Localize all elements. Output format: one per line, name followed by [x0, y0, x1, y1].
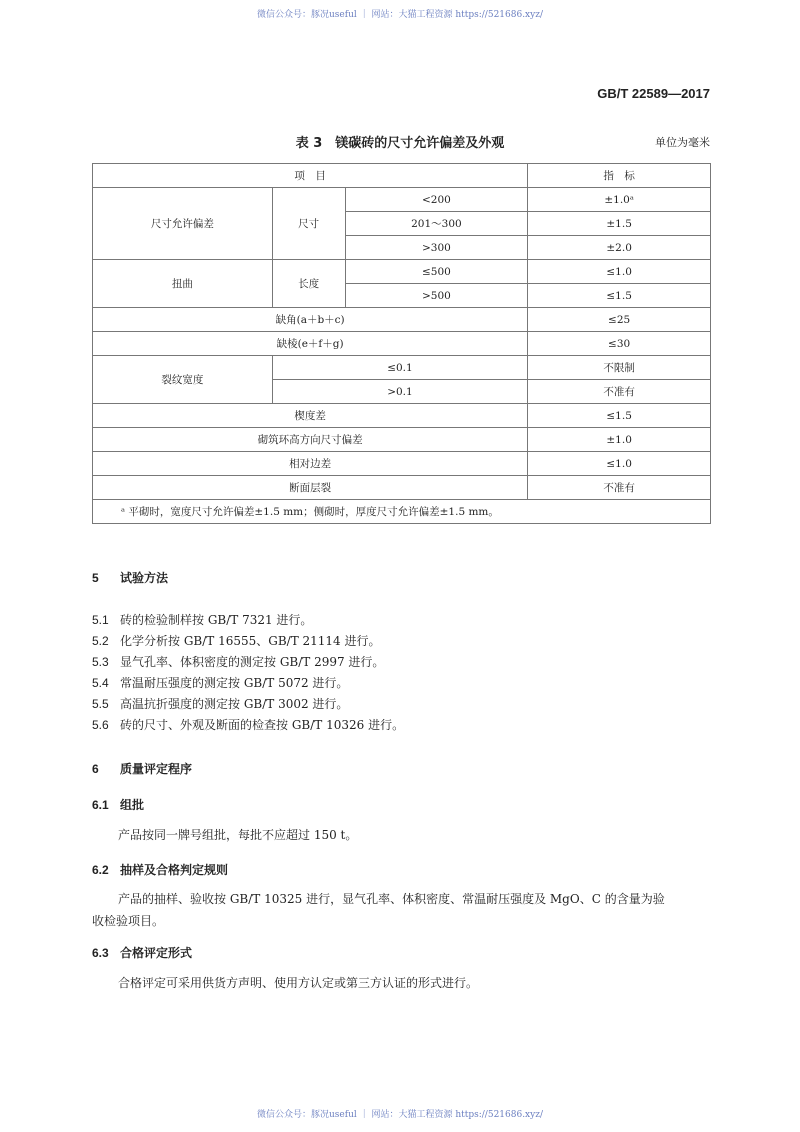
cell: 尺寸允许偏差: [93, 188, 273, 260]
section-6-1-heading: 6.1 组批: [92, 798, 145, 812]
table-row: [93, 404, 711, 428]
cell: ≤30: [528, 332, 711, 356]
cell: ±1.5: [528, 212, 711, 236]
cell: ±2.0: [528, 236, 711, 260]
cell: ≤0.1: [272, 356, 528, 380]
cell: 201～300: [345, 212, 528, 236]
cell: ≤500: [345, 260, 528, 284]
header-index: 指 标: [528, 164, 711, 188]
table-row: [93, 452, 711, 476]
section-6-3-heading: 6.3 合格评定形式: [92, 946, 193, 960]
watermark-top: 微信公众号：豚况useful ｜ 网站：大猫工程资源 https://521686.xyz/: [257, 10, 543, 20]
section-6-heading: 6 质量评定程序: [92, 762, 193, 776]
list-item: 5.2 化学分析按 GB/T 16555、GB/T 21114 进行。: [92, 634, 381, 648]
cell: ≤25: [528, 308, 711, 332]
table-row: [93, 332, 711, 356]
cell: 相对边差: [93, 452, 528, 476]
table-row: [93, 308, 711, 332]
table-header: [93, 164, 711, 188]
cell: ≤1.5: [528, 404, 711, 428]
list-item: 5.5 高温抗折强度的测定按 GB/T 3002 进行。: [92, 697, 349, 711]
cell: 长度: [272, 260, 345, 308]
cell: 断面层裂: [93, 476, 528, 500]
header-item: 项 目: [93, 164, 528, 188]
table-footnote: ᵃ 平砌时，宽度尺寸允许偏差±1.5 mm；侧砌时，厚度尺寸允许偏差±1.5 mm。: [93, 500, 711, 524]
cell: 砌筑环高方向尺寸偏差: [93, 428, 528, 452]
list-item: 5.3 显气孔率、体积密度的测定按 GB/T 2997 进行。: [92, 655, 385, 669]
cell: >500: [345, 284, 528, 308]
standard-number: GB/T 22589—2017: [597, 86, 710, 101]
cell: ≤1.0: [528, 452, 711, 476]
paragraph: 合格评定可采用供货方声明、使用方认定或第三方认证的形式进行。: [118, 976, 479, 990]
cell: 不准有: [528, 380, 711, 404]
list-item: 5.6 砖的尺寸、外观及断面的检查按 GB/T 10326 进行。: [92, 718, 405, 732]
cell: 扭曲: [93, 260, 273, 308]
table-row: [93, 476, 711, 500]
cell: >300: [345, 236, 528, 260]
cell: 缺角(a＋b＋c): [93, 308, 528, 332]
tolerance-table: [92, 163, 711, 524]
cell: ≤1.0: [528, 260, 711, 284]
cell: ±1.0: [528, 428, 711, 452]
section-6-2-heading: 6.2 抽样及合格判定规则: [92, 863, 229, 877]
cell: 不准有: [528, 476, 711, 500]
cell: 楔度差: [93, 404, 528, 428]
list-item: 5.4 常温耐压强度的测定按 GB/T 5072 进行。: [92, 676, 349, 690]
cell: ≤1.5: [528, 284, 711, 308]
watermark-bottom: 微信公众号：豚况useful ｜ 网站：大猫工程资源 https://521686.xyz/: [257, 1110, 543, 1120]
paragraph: 收检验项目。: [92, 914, 165, 928]
table-row: [93, 188, 711, 212]
paragraph: 产品按同一牌号组批，每批不应超过 150 t。: [118, 828, 358, 842]
cell: >0.1: [272, 380, 528, 404]
cell: ±1.0ᵃ: [528, 188, 711, 212]
table-row: [93, 356, 711, 380]
table-row: [93, 260, 711, 284]
paragraph: 产品的抽样、验收按 GB/T 10325 进行，显气孔率、体积密度、常温耐压强度及 MgO、C 的含量为验: [118, 892, 665, 906]
table-unit: 单位为毫米: [655, 136, 710, 149]
section-5-heading: 5 试验方法: [92, 571, 169, 585]
list-item: 5.1 砖的检验制样按 GB/T 7321 进行。: [92, 613, 313, 627]
cell: <200: [345, 188, 528, 212]
cell: 不限制: [528, 356, 711, 380]
cell: 裂纹宽度: [93, 356, 273, 404]
cell: 缺棱(e＋f＋g): [93, 332, 528, 356]
table-row: [93, 428, 711, 452]
cell: 尺寸: [272, 188, 345, 260]
table-footnote-row: [93, 500, 711, 524]
table-title: 表 3 镁碳砖的尺寸允许偏差及外观: [295, 136, 505, 151]
